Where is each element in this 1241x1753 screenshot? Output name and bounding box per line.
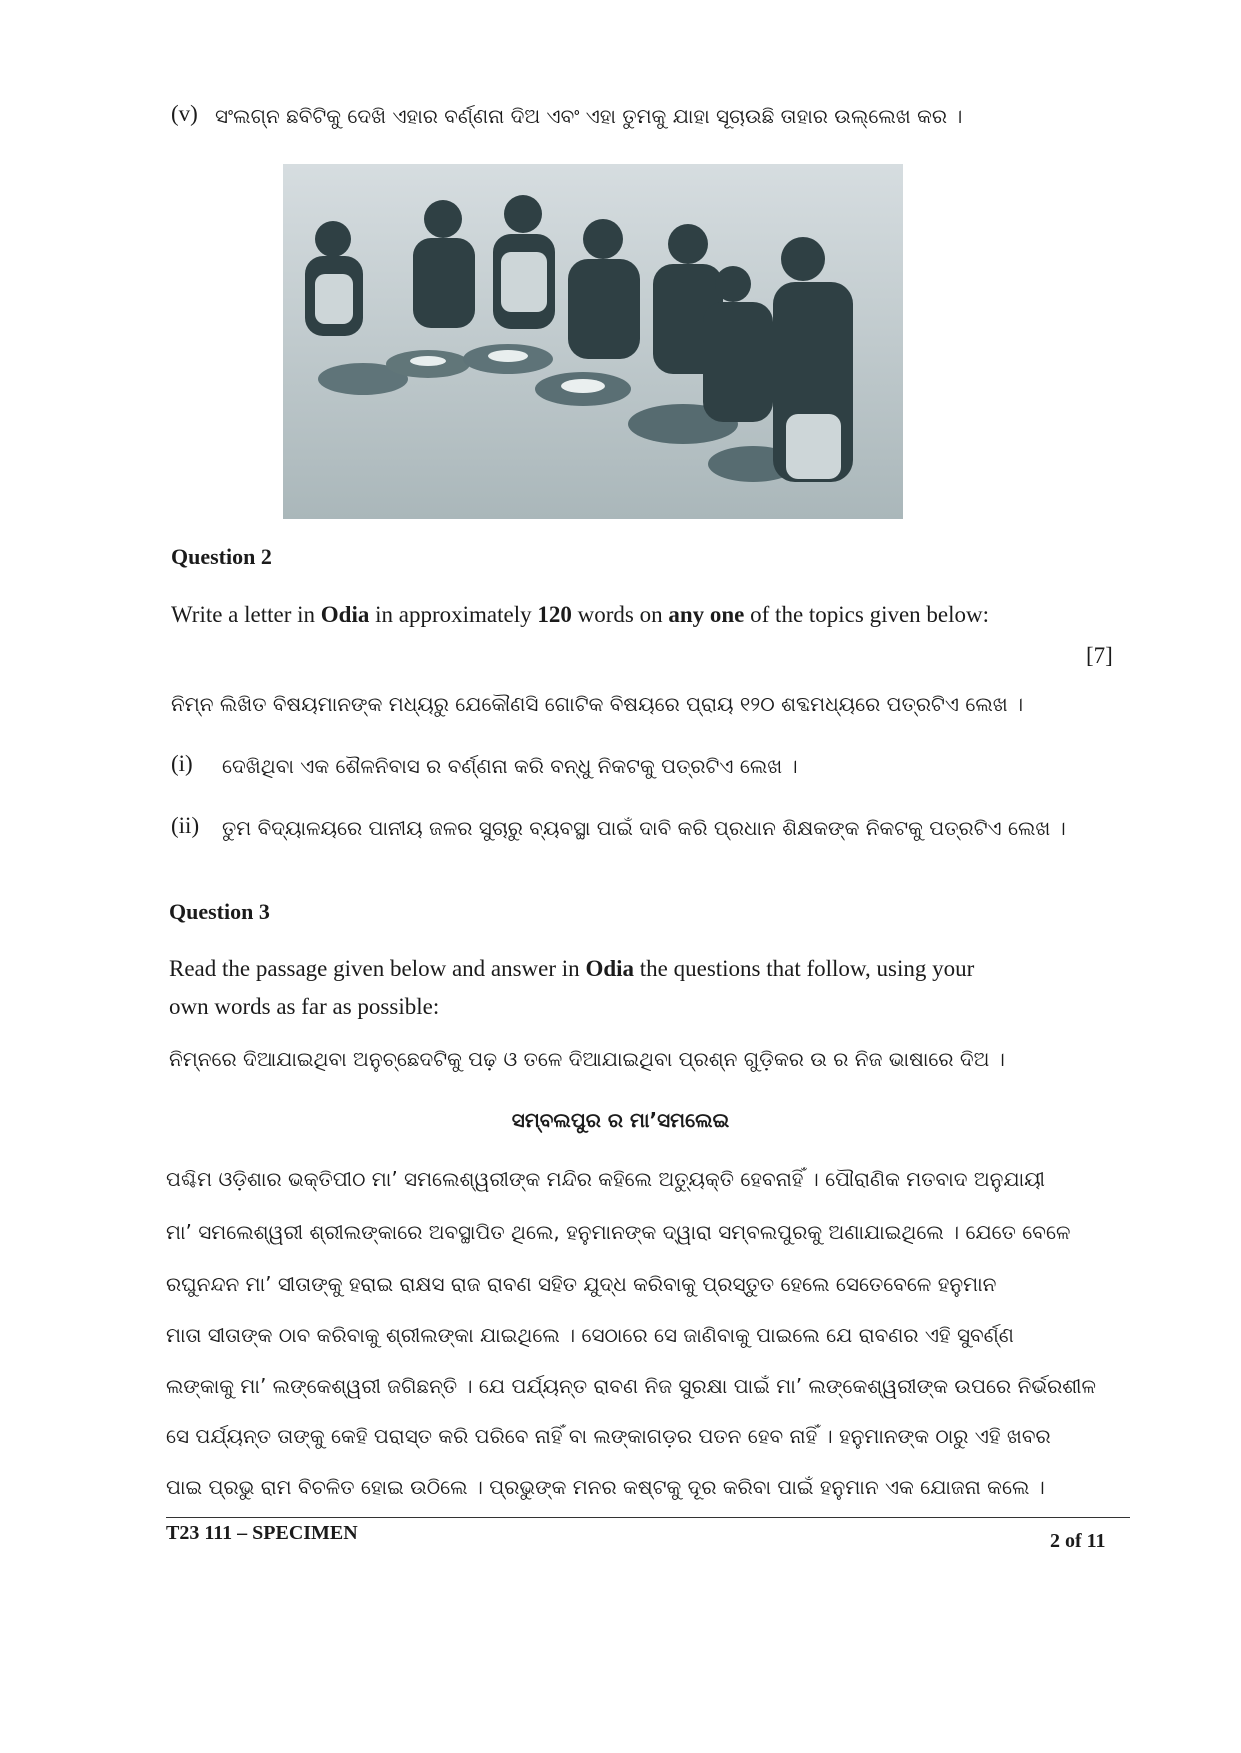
question-2-odia-instruction: ନିମ୍ନ ଲିଖିତ ବିଷୟମାନଙ୍କ ମଧ୍ୟରୁ ଯେକୌଣସି ଗୋଟିକ ବିଷୟରେ ପ୍ରାୟ ୧୨୦ ଶବ୍ଦମଧ୍ୟରେ ପତ୍ରଟିଏ ଲେଖ । xyxy=(171,692,1024,716)
item-text: ସଂଲଗ୍ନ ଛବିଟିକୁ ଦେଖି ଏହାର ବର୍ଣ୍ଣନା ଦିଅ ଏବଂ ଏହା ତୁମକୁ ଯାହା ସୂଚାଉଛି ତାହାର ଉଲ୍ଲେଖ କର । xyxy=(215,104,963,128)
passage-line: ଲଙ୍କାକୁ ମା’ ଲଙ୍କେଶ୍ୱରୀ ଜଗିଛନ୍ତି । ଯେ ପର୍ଯ୍ୟନ୍ତ ରାବଣ ନିଜ ସୁରକ୍ଷା ପାଇଁ ମା’ ଲଙ୍କେଶ୍ୱରୀଙ୍କ ଉପରେ ନିର୍ଭରଶୀଳ xyxy=(166,1374,1096,1398)
passage-line: ମାତା ସୀତାଙ୍କ ଠାବ କରିବାକୁ ଶ୍ରୀଲଙ୍କା ଯାଇଥିଲେ । ସେଠାରେ ସେ ଜାଣିବାକୁ ପାଇଲେ ଯେ ରାବଣର ଏହି ସୁବର୍ଣ୍ଣ xyxy=(166,1323,1014,1347)
passage-line: ସେ ପର୍ଯ୍ୟନ୍ତ ତାଙ୍କୁ କେହି ପରାସ୍ତ କରି ପରିବେ ନାହିଁ ବା ଲଙ୍କାଗଡ଼ର ପତନ ହେବ ନାହିଁ । ହନୁମାନଙ୍କ ଠାରୁ ଏହି ଖବର xyxy=(166,1424,1051,1448)
question-2-heading: Question 2 xyxy=(171,544,272,569)
passage-line: ପଶ୍ଚିମ ଓଡ଼ିଶାର ଭକ୍ତିପୀଠ ମା’ ସମଲେଶ୍ୱରୀଙ୍କ ମନ୍ଦିର କହିଲେ ଅତ୍ୟୁକ୍ତି ହେବନାହିଁ । ପୌରାଣିକ ମତବାଦ ଅନୁଯାୟୀ xyxy=(166,1167,1045,1191)
children-eating-photo xyxy=(283,164,903,519)
item-number: (v) xyxy=(171,101,198,126)
option-text: ଦେଖିଥିବା ଏକ ଶୈଳନିବାସ ର ବର୍ଣ୍ଣନା କରି ବନ୍ଧୁ ନିକଟକୁ ପତ୍ରଟିଏ ଲେଖ । xyxy=(222,754,798,778)
passage-line: ମା’ ସମଲେଶ୍ୱରୀ ଶ୍ରୀଲଙ୍କାରେ ଅବସ୍ଥାପିତ ଥିଲେ, ହନୁମାନଙ୍କ ଦ୍ୱାରା ସମ୍ବଲପୁରକୁ ଅଣାଯାଇଥିଲେ । ଯେତେ ବେଳେ xyxy=(166,1220,1071,1244)
passage-title: ସମ୍ବଲପୁର ର ମା’ସମଲେଇ xyxy=(511,1108,730,1132)
option-number: (ii) xyxy=(171,813,200,838)
option-number: (i) xyxy=(171,751,193,776)
footer-code: T23 111 – SPECIMEN xyxy=(166,1522,358,1544)
footer-rule xyxy=(166,1517,1130,1518)
passage-line: ରଘୁନନ୍ଦନ ମା’ ସୀତାଙ୍କୁ ହରାଇ ରାକ୍ଷସ ରାଜ ରାବଣ ସହିତ ଯୁଦ୍ଧ କରିବାକୁ ପ୍ରସ୍ତୁତ ହେଲେ ସେତେବେଳେ ହନୁମାନ xyxy=(166,1272,997,1296)
question-2-marks: [7] xyxy=(1086,643,1113,668)
option-text: ତୁମ ବିଦ୍ୟାଳୟରେ ପାନୀୟ ଜଳର ସୁଚାରୁ ବ୍ୟବସ୍ଥା ପାଇଁ ଦାବି କରି ପ୍ରଧାନ ଶିକ୍ଷକଙ୍କ ନିକଟକୁ ପତ୍ରଟିଏ ଲେଖ । xyxy=(222,816,1066,840)
passage-line: ପାଇ ପ୍ରଭୁ ରାମ ବିଚଳିତ ହୋଇ ଉଠିଲେ । ପ୍ରଭୁଙ୍କ ମନର କଷ୍ଟକୁ ଦୂର କରିବା ପାଇଁ ହନୁମାନ ଏକ ଯୋଜନା କଲେ । xyxy=(166,1475,1045,1499)
question-2-instruction: Write a letter in Odia in approximately 120 words on any one of the topics given below: xyxy=(171,602,990,627)
question-3-heading: Question 3 xyxy=(169,899,270,924)
question-3-odia-instruction: ନିମ୍ନରେ ଦିଆଯାଇଥିବା ଅନୁଚ୍ଛେଦଟିକୁ ପଢ଼ ଓ ତଳେ ଦିଆଯାଇଥିବା ପ୍ରଶ୍ନ ଗୁଡ଼ିକର ଉ ର ନିଜ ଭାଷାରେ ଦିଅ । xyxy=(169,1047,1005,1071)
footer-page-number: 2 of 11 xyxy=(1050,1530,1106,1552)
question-3-instruction: Read the passage given below and answer in Odia the questions that follow, using your own words as far as possible: xyxy=(169,956,975,1019)
